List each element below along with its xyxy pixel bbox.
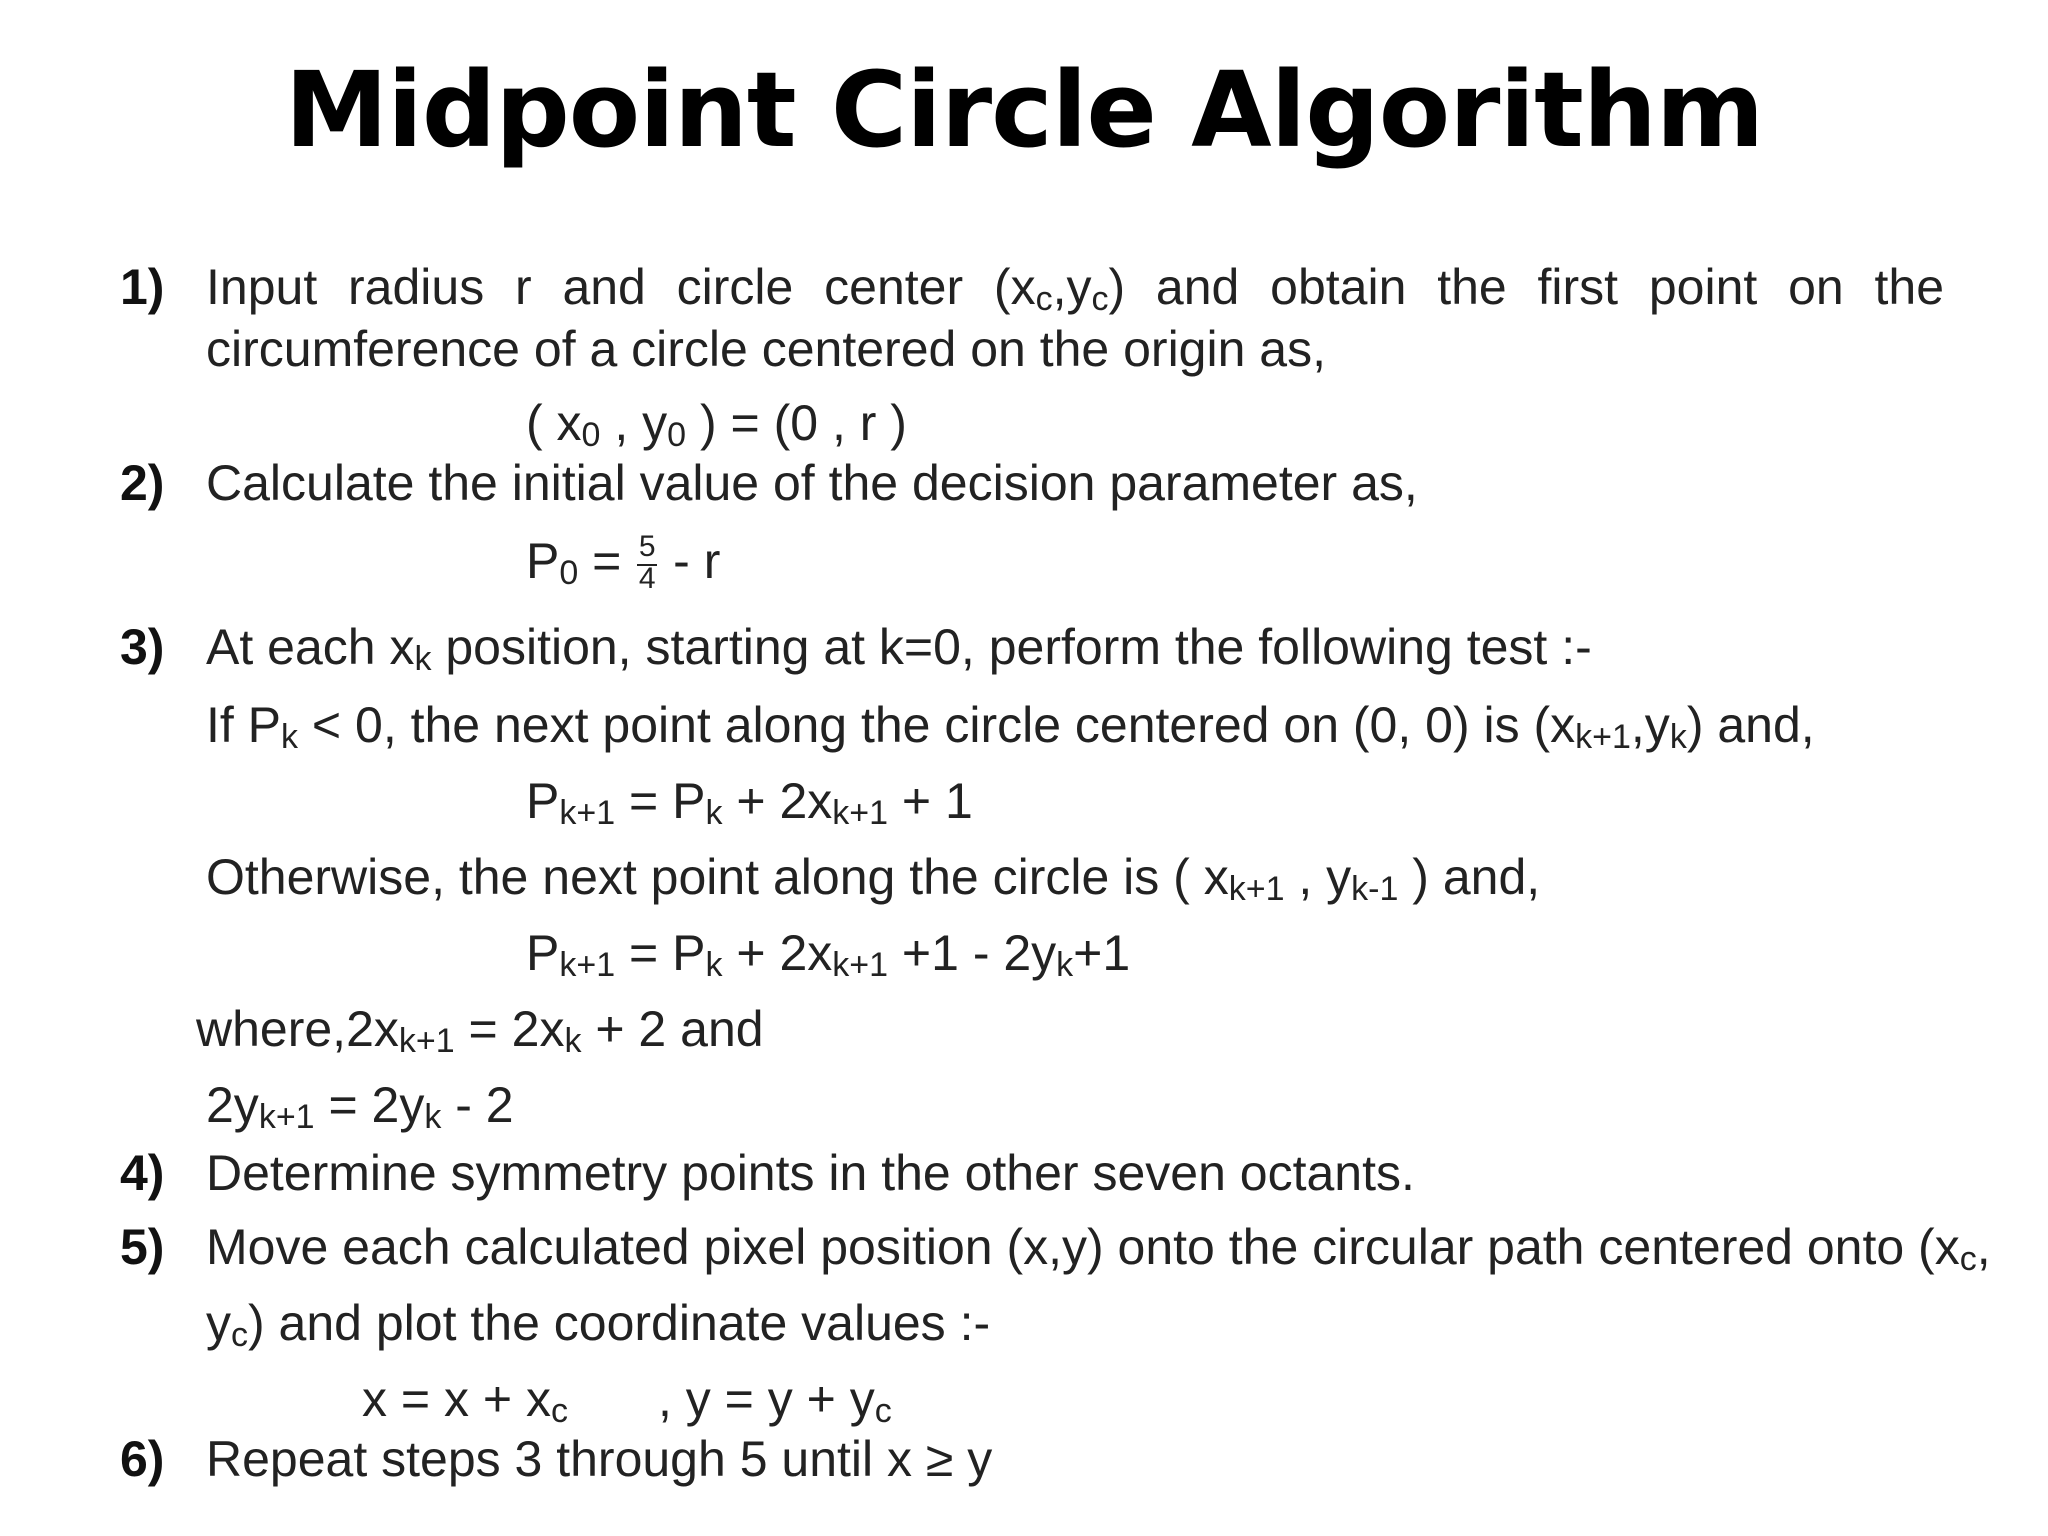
step-1-text-continued: circumference of a circle centered on the origin as,: [206, 321, 1326, 377]
step-6-line: [0, 1428, 2048, 1490]
step-1-text: Input radius r and circle center (xc,yc) and obtain the first point on the: [206, 259, 1945, 318]
where-x-text: where,2xk+1 = 2xk + 2 and: [196, 1001, 764, 1060]
step-3-equation-1: [0, 770, 2048, 832]
step-number: 1): [120, 259, 165, 315]
step-5-text-continued: yc) and plot the coordinate values :-: [206, 1295, 991, 1354]
step-number: 2): [120, 455, 165, 511]
step-number: 4): [120, 1145, 165, 1201]
step-2-equation: [0, 530, 2048, 595]
step-2-line-1: [0, 452, 2048, 514]
step-1-line-2: [0, 318, 2048, 380]
step-3-where: [0, 998, 2048, 1060]
step-number: 6): [120, 1431, 165, 1487]
step-3-line-1: [0, 616, 2048, 678]
plot-coordinate-equation: x = x + xc , y = y + yc: [362, 1371, 892, 1430]
step-3-otherwise-text: Otherwise, the next point along the circle is ( xk+1 , yk-1 ) and,: [206, 849, 1541, 908]
step-1-line-1: [0, 256, 2048, 318]
decision-parameter-equation: P0 = $\frac{5}{4}$ - r: [526, 530, 721, 595]
step-3-if-text: If Pk < 0, the next point along the circle centered on (0, 0) is (xk+1,yk) and,: [206, 697, 1815, 756]
step-3-where-y: [0, 1074, 2048, 1136]
step-5-line-2: [0, 1292, 2048, 1354]
step-3-text: At each xk position, starting at k=0, perform the following test :-: [206, 619, 1592, 678]
page-title: Midpoint Circle Algorithm: [284, 49, 1764, 171]
fraction: $\frac{5}{4}$: [638, 530, 656, 595]
step-3-condition: [0, 694, 2048, 756]
step-3-otherwise: [0, 846, 2048, 908]
step-5-text: Move each calculated pixel position (x,y) onto the circular path centered onto (xc,: [206, 1219, 1991, 1278]
step-4-text: Determine symmetry points in the other seven octants.: [206, 1145, 1415, 1201]
step-3-equation-2: [0, 922, 2048, 984]
initial-point-equation: ( x0 , y0 ) = (0 , r ): [526, 395, 907, 454]
step-2-text: Calculate the initial value of the decision parameter as,: [206, 455, 1418, 511]
step-4-line: [0, 1142, 2048, 1204]
update-equation-negative: Pk+1 = Pk + 2xk+1 + 1: [526, 773, 973, 832]
update-equation-otherwise: Pk+1 = Pk + 2xk+1 +1 - 2yk+1: [526, 925, 1131, 984]
step-6-text: Repeat steps 3 through 5 until x ≥ y: [206, 1431, 993, 1487]
step-number: 3): [120, 619, 165, 675]
step-number: 5): [120, 1219, 165, 1275]
where-y-text: 2yk+1 = 2yk - 2: [206, 1077, 514, 1136]
step-5-equation: [0, 1368, 2048, 1430]
step-1-equation: [0, 392, 2048, 454]
step-5-line-1: [0, 1216, 2048, 1278]
